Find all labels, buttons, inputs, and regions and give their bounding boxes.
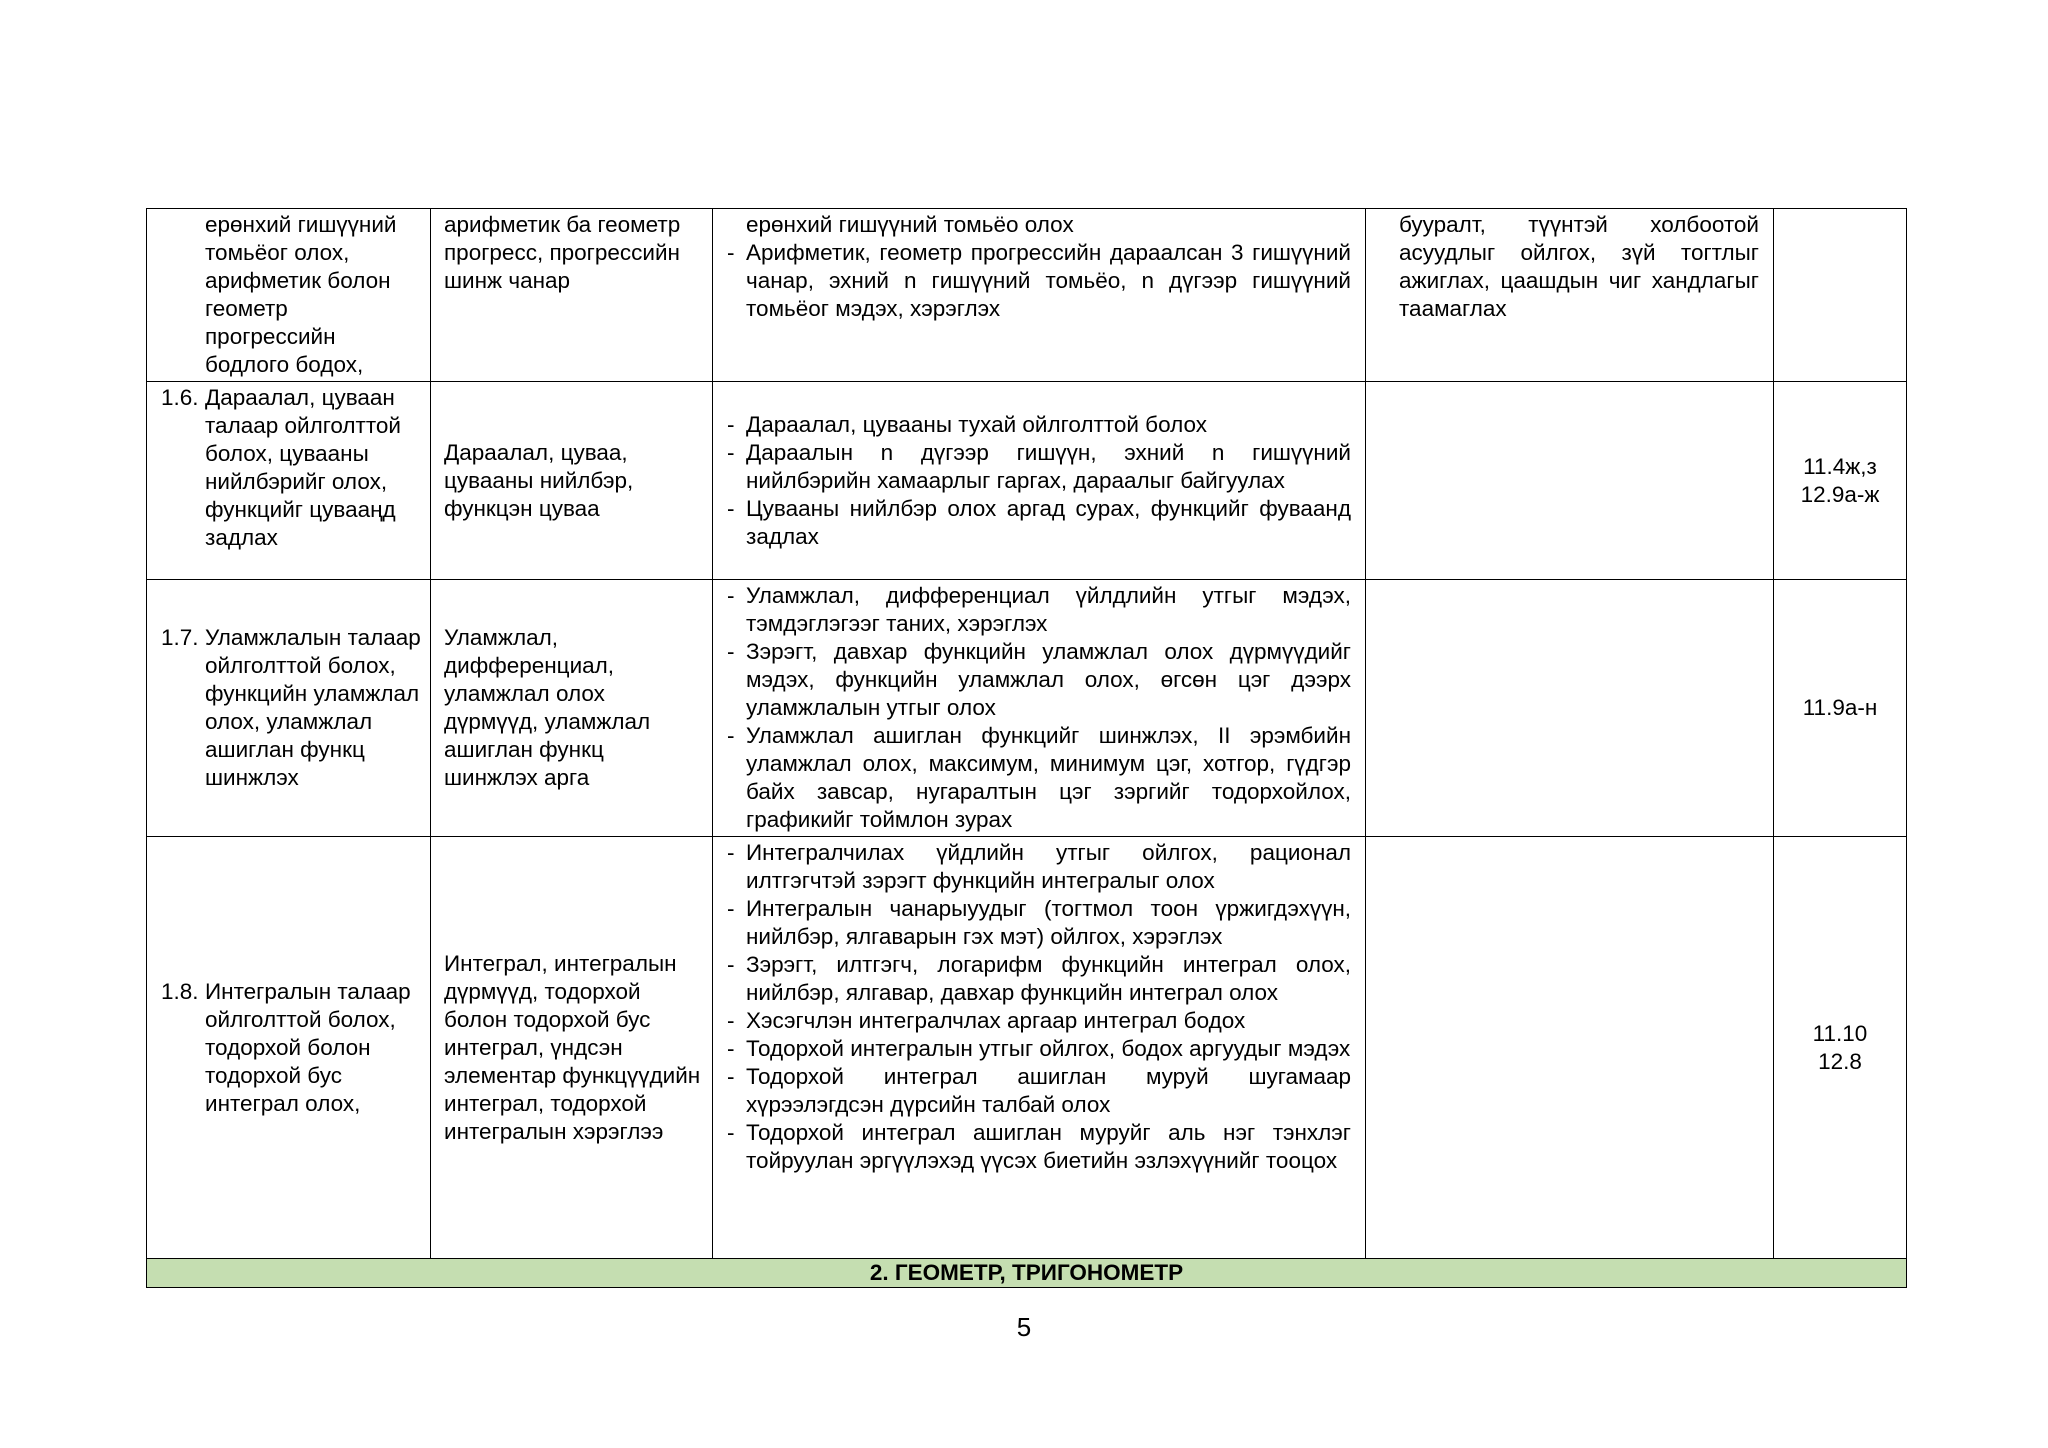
- list-item: - Уламжлал ашиглан функцийг шинжлэх, II эрэмбийн уламжлал олох, максимум, минимум цэг, хотгор, гүдгэр байх завсар, нугаралтын цэг зэргийг тодорхойлох, графикийг тоймлон зурах: [727, 723, 1351, 832]
- activity-list: [723, 239, 1351, 323]
- activity-list: [723, 839, 1351, 1175]
- reference-cell: [1774, 580, 1907, 837]
- list-item: - Интегралын чанарыуудыг (тогтмол тоон үржигдэхүүн, нийлбэр, ялгаварын гэх мэт) ойлгох, хэрэглэх: [727, 896, 1351, 949]
- activity-lead: ерөнхий гишүүний томьёо олох: [746, 212, 1074, 237]
- list-item: - Дараалал, цувааны тухай ойлголттой болох: [727, 411, 1207, 437]
- goal-cell: [147, 382, 431, 580]
- list-item: - Тодорхой интегралын утгыг ойлгох, бодох аргуудыг мэдэх: [727, 1036, 1351, 1061]
- assessment-cell: [1366, 580, 1774, 837]
- goal-number: 1.7.: [161, 625, 199, 650]
- goal-number: 1.8.: [161, 978, 199, 1004]
- goal-text: Дараалал, цуваан талаар ойлголттой болох, цувааны нийлбэрийг олох, функцийг цувааңд задлах: [205, 385, 401, 550]
- activities-cell: [713, 382, 1366, 580]
- section-header-row: [147, 1259, 1907, 1288]
- activities-cell: [713, 580, 1366, 837]
- goal-cell: [147, 580, 431, 837]
- goal-text: Интегралын талаар ойлголттой болох, тодорхой болон тодорхой бус интеграл олох,: [205, 978, 411, 1116]
- list-item: - Зэрэгт, илтгэгч, логарифм функцийн интеграл олох, нийлбэр, ялгавар, давхар функцийн интеграл олох: [727, 952, 1351, 1005]
- reference-cell: [1774, 382, 1907, 580]
- assessment-cell: [1366, 382, 1774, 580]
- reference-code: 11.9а-н: [1802, 695, 1878, 720]
- content-cell: Интеграл, интегралын дүрмүүд, тодорхой болон тодорхой бус интеграл, үндсэн элементар функцүүдийн интеграл, тодорхой интегралын хэрэглээ: [431, 837, 713, 1259]
- list-item: - Арифметик, геометр прогрессийн дараалсан 3 гишүүний чанар, эхний n гишүүний томьёо, n дүгээр гишүүний томьёог мэдэх, хэрэглэх: [727, 240, 1351, 321]
- list-item: - Интегралчилах үйдлийн утгыг ойлгох, рационал илтгэгчтэй зэрэгт функцийн интегралыг олох: [727, 840, 1351, 893]
- list-item: - Дараалын n дүгээр гишүүн, эхний n гишүүний нийлбэрийн хамаарлыг гаргах, дараалыг байгуулах: [727, 439, 1351, 493]
- table-row: [147, 382, 1907, 580]
- activity-list: [723, 582, 1351, 834]
- reference-code: 12.9а-ж: [1800, 481, 1880, 507]
- list-item: - Хэсэгчлэн интегралчлах аргаар интеграл бодох: [727, 1008, 1246, 1033]
- activities-cell: [713, 837, 1366, 1259]
- table-row: [147, 837, 1907, 1259]
- activities-cell: [713, 209, 1366, 382]
- content-cell: арифметик ба геометр прогресс, прогрессийн шинж чанар: [431, 209, 713, 382]
- list-item: - Зэрэгт, давхар функцийн уламжлал олох дүрмүүдийг мэдэх, функцийн уламжлал олох, өгсөн цэг дээрх уламжлалын утгыг олох: [727, 639, 1351, 720]
- content-cell: Уламжлал, дифференциал, уламжлал олох дүрмүүд, уламжлал ашиглан функц шинжлэх арга: [431, 580, 713, 837]
- reference-cell: [1774, 837, 1907, 1259]
- activity-list: [723, 411, 1351, 551]
- table-row: [147, 580, 1907, 837]
- assessment-cell: [1366, 837, 1774, 1259]
- reference-code: 11.10: [1812, 1020, 1868, 1046]
- curriculum-table: [146, 208, 1907, 1288]
- goal-text: Уламжлалын талаар ойлголттой болох, функцийн уламжлал олох, уламжлал ашиглан функц шинжлэх: [205, 625, 421, 790]
- table-row: [147, 209, 1907, 382]
- reference-cell: [1774, 209, 1907, 382]
- goal-number: 1.6.: [161, 385, 199, 410]
- reference-code: 11.4ж,з: [1803, 453, 1877, 479]
- list-item: - Цувааны нийлбэр олох аргад сурах, функцийг фуваанд задлах: [727, 495, 1351, 549]
- section-title: 2. ГЕОМЕТР, ТРИГОНОМЕТР: [147, 1259, 1907, 1288]
- goal-text: ерөнхий гишүүний томьёог олох, арифметик болон геометр прогрессийн бодлого бодох,: [205, 212, 397, 377]
- list-item: - Уламжлал, дифференциал үйлдлийн утгыг мэдэх, тэмдэглэгээг таних, хэрэглэх: [727, 583, 1351, 636]
- goal-cell: [147, 209, 431, 382]
- list-item: - Тодорхой интеграл ашиглан муруйг аль нэг тэнхлэг тойруулан эргүүлэхэд үүсэх биетийн эзлэхүүнийг тооцох: [727, 1120, 1351, 1173]
- goal-cell: [147, 837, 431, 1259]
- list-item: - Тодорхой интеграл ашиглан муруй шугамаар хүрээлэгдсэн дүрсийн талбай олох: [727, 1064, 1351, 1117]
- reference-code: 12.8: [1818, 1048, 1862, 1074]
- page-number: 5: [1016, 1312, 1032, 1342]
- assessment-cell: бууралт, түүнтэй холбоотой асуудлыг ойлгох, зүй тогтлыг ажиглах, цаашдын чиг хандлагыг таамаглах: [1366, 209, 1774, 382]
- content-cell: Дараалал, цуваа, цувааны нийлбэр, функцэн цуваа: [431, 382, 713, 580]
